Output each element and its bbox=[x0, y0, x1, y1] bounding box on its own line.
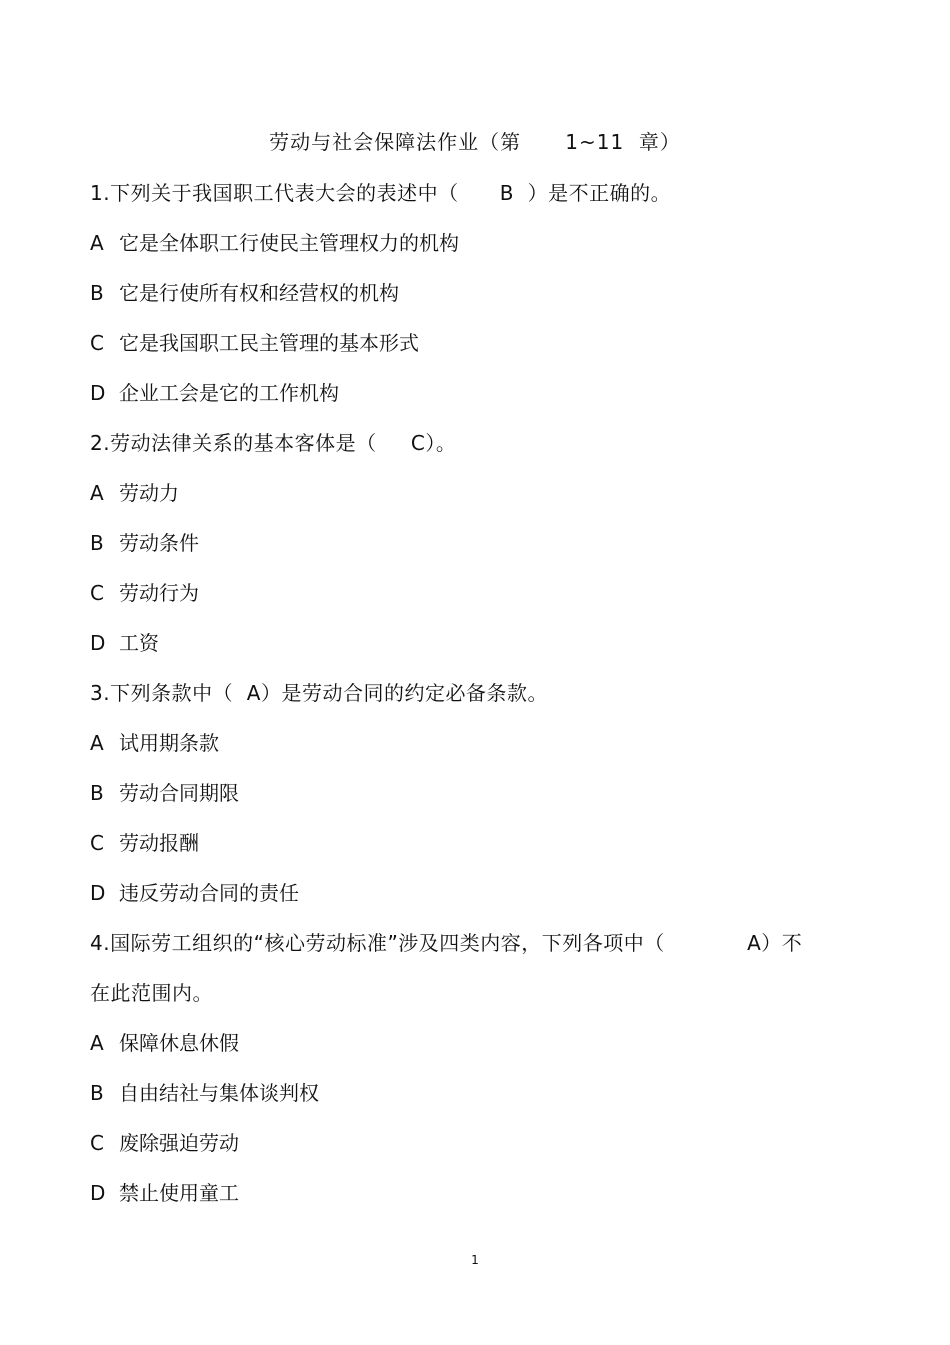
question-4-option-c bbox=[90, 1126, 870, 1176]
option-text: 禁止使用童工 bbox=[119, 1181, 239, 1205]
question-4-option-b bbox=[90, 1076, 870, 1126]
option-text: 劳动合同期限 bbox=[119, 781, 239, 805]
question-4-option-d bbox=[90, 1176, 870, 1226]
option-text: 劳动力 bbox=[119, 481, 179, 505]
question-4-stem-line1: 4.国际劳工组织的“核心劳动标准”涉及四类内容，下列各项中（ A）不 bbox=[90, 931, 803, 955]
option-text: 自由结社与集体谈判权 bbox=[119, 1081, 319, 1105]
option-text: 劳动条件 bbox=[119, 531, 199, 555]
question-2-option-b bbox=[90, 526, 870, 576]
option-text: 它是行使所有权和经营权的机构 bbox=[119, 281, 399, 305]
option-letter: D bbox=[90, 881, 106, 905]
question-3-option-d bbox=[90, 876, 870, 926]
question-4-stem-line2: 在此范围内。 bbox=[90, 981, 213, 1005]
option-letter: A bbox=[90, 481, 104, 505]
option-text: 它是我国职工民主管理的基本形式 bbox=[119, 331, 419, 355]
option-letter: D bbox=[90, 381, 106, 405]
option-letter: C bbox=[90, 831, 104, 855]
question-1-option-d bbox=[90, 376, 870, 426]
option-letter: B bbox=[90, 1081, 104, 1105]
document-title: 劳动与社会保障法作业（第 1~11 章） bbox=[269, 130, 681, 154]
option-letter: A bbox=[90, 231, 104, 255]
option-text: 违反劳动合同的责任 bbox=[119, 881, 299, 905]
question-2-option-a bbox=[90, 476, 870, 526]
option-letter: C bbox=[90, 1131, 104, 1155]
option-text: 废除强迫劳动 bbox=[119, 1131, 239, 1155]
page-number: 1 bbox=[471, 1253, 479, 1267]
option-letter: A bbox=[90, 1031, 104, 1055]
option-text: 劳动行为 bbox=[119, 581, 199, 605]
question-3-option-a bbox=[90, 726, 870, 776]
option-letter: B bbox=[90, 531, 104, 555]
question-2-option-d bbox=[90, 626, 870, 676]
question-2-stem: 2.劳动法律关系的基本客体是（ C）。 bbox=[90, 431, 457, 455]
option-letter: D bbox=[90, 1181, 106, 1205]
question-3-option-b bbox=[90, 776, 870, 826]
option-letter: D bbox=[90, 631, 106, 655]
option-text: 保障休息休假 bbox=[119, 1031, 239, 1055]
option-letter: C bbox=[90, 331, 104, 355]
question-3-stem: 3.下列条款中（ A）是劳动合同的约定必备条款。 bbox=[90, 681, 548, 705]
question-1-option-b bbox=[90, 276, 870, 326]
question-1-stem: 1.下列关于我国职工代表大会的表述中（ B ）是不正确的。 bbox=[90, 181, 672, 205]
option-text: 它是全体职工行使民主管理权力的机构 bbox=[119, 231, 459, 255]
option-letter: A bbox=[90, 731, 104, 755]
question-4-option-a bbox=[90, 1026, 870, 1076]
question-1-option-a bbox=[90, 226, 870, 276]
question-1-option-c bbox=[90, 326, 870, 376]
option-letter: B bbox=[90, 281, 104, 305]
option-text: 企业工会是它的工作机构 bbox=[119, 381, 339, 405]
option-letter: C bbox=[90, 581, 104, 605]
option-text: 工资 bbox=[119, 631, 159, 655]
option-text: 劳动报酬 bbox=[119, 831, 199, 855]
option-text: 试用期条款 bbox=[119, 731, 219, 755]
question-3-option-c bbox=[90, 826, 870, 876]
question-2-option-c bbox=[90, 576, 870, 626]
option-letter: B bbox=[90, 781, 104, 805]
question-list bbox=[90, 176, 870, 1226]
